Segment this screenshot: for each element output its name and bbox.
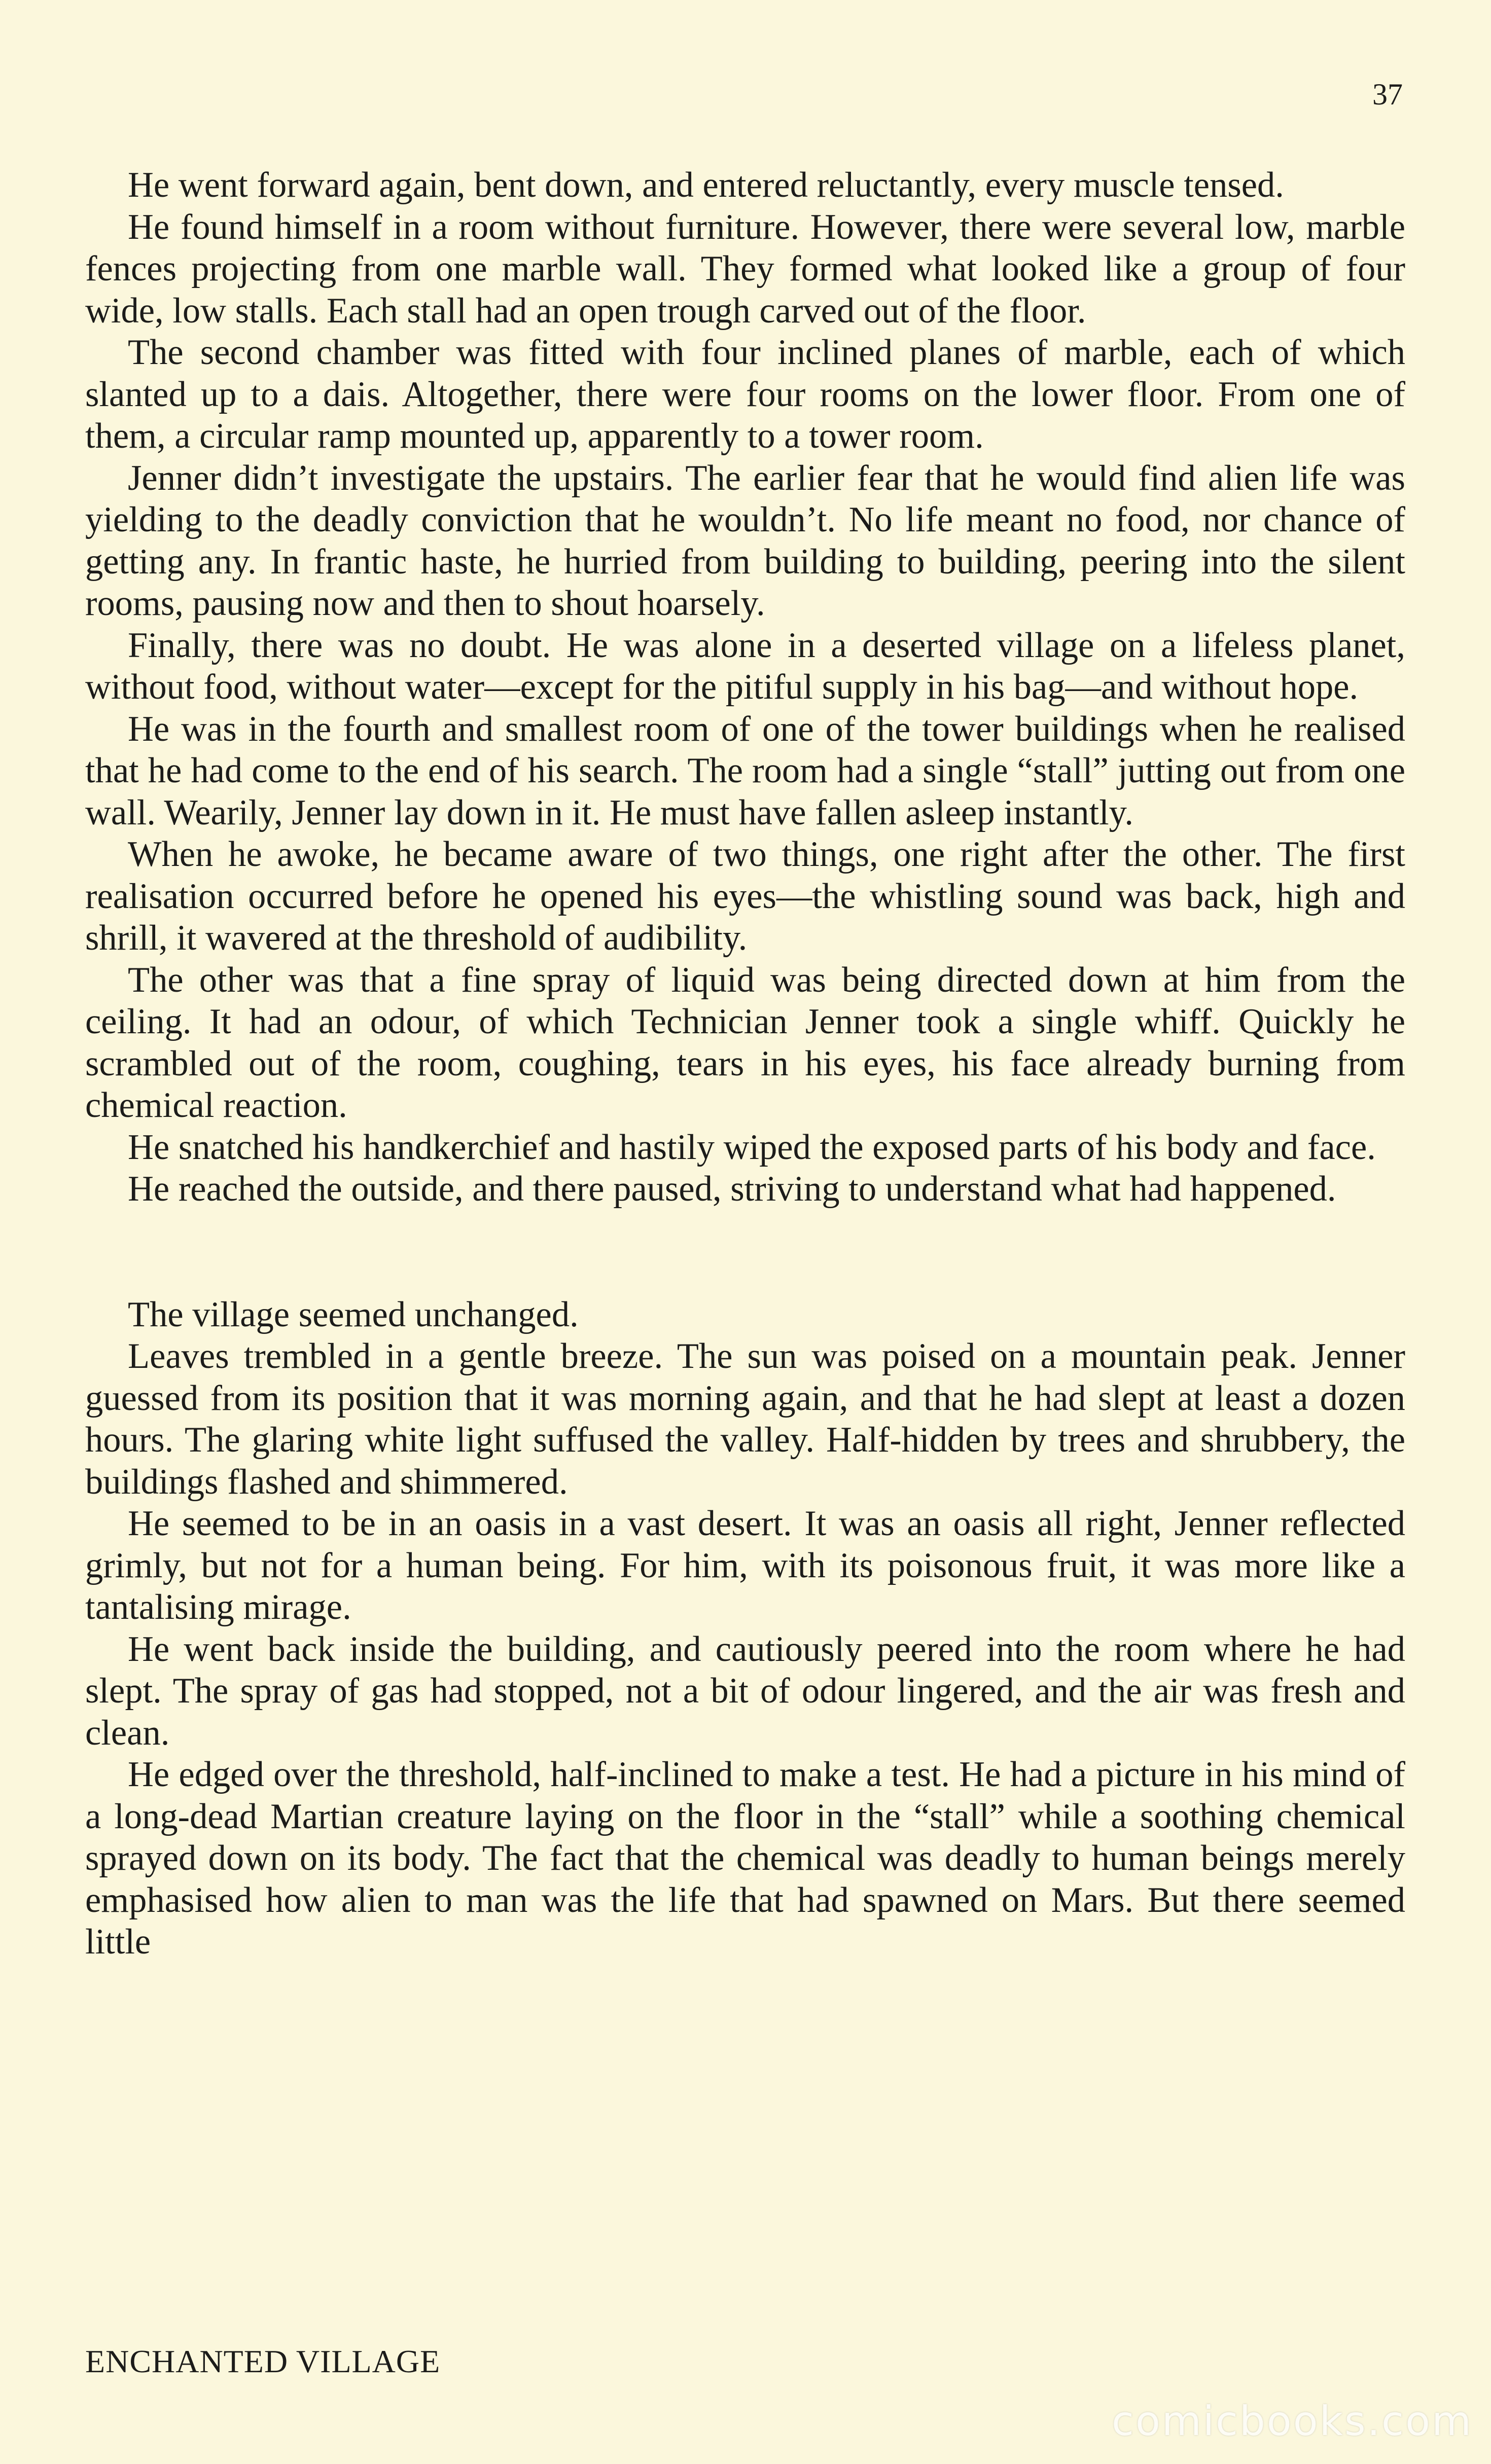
paragraph: When he awoke, he became aware of two things, one right after the other. The first realisation occurred before he opened his eyes—the whistling sound was back, high and shrill, it wavered at the threshold of audibility.: [85, 835, 1405, 958]
text-section-2: [85, 1294, 1405, 1963]
paragraph: He went back inside the building, and cautiously peered into the room where he had slept. The spray of gas had stopped, not a bit of odour lingered, and the air was fresh and clean.: [85, 1629, 1405, 1753]
page-number: 37: [1372, 78, 1403, 111]
paragraph: He snatched his handkerchief and hastily wiped the exposed parts of his body and face.: [128, 1127, 1376, 1167]
running-footer-title: ENCHANTED VILLAGE: [85, 2343, 441, 2379]
watermark: comicbooks.com: [1111, 2398, 1473, 2445]
paragraph: He reached the outside, and there paused, striving to understand what had happened.: [128, 1169, 1336, 1209]
paragraph: He seemed to be in an oasis in a vast desert. It was an oasis all right, Jenner reflected grimly, but not for a human being. For him, with its poisonous fruit, it was more like a tantalising mirage.: [85, 1504, 1405, 1627]
paragraph: Jenner didn’t investigate the upstairs. The earlier fear that he would find alien life was yielding to the deadly conviction that he wouldn’t. No life meant no food, nor chance of getting any. In frantic haste, he hurried from building to building, peering into the silent rooms, pausing now and then to shout hoarsely.: [85, 458, 1405, 623]
paragraph: He edged over the threshold, half-inclined to make a test. He had a picture in his mind of a long-dead Martian creature laying on the floor in the “stall” while a soothing chemical sprayed down on its body. The fact that the chemical was deadly to human beings merely emphasised how alien to man was the life that had spawned on Mars. But there seemed little: [85, 1755, 1405, 1962]
paragraph: The other was that a fine spray of liquid was being directed down at him from the ceiling. It had an odour, of which Technician Jenner took a single whiff. Quickly he scrambled out of the room, coughing, tears in his eyes, his face already burning from chemical reaction.: [85, 960, 1405, 1125]
paragraph: Finally, there was no doubt. He was alone in a deserted village on a lifeless planet, without food, without water—except for the pitiful supply in his bag—and without hope.: [85, 625, 1405, 707]
body-text: [85, 164, 1405, 1963]
paragraph: The second chamber was fitted with four inclined planes of marble, each of which slanted up to a dais. Altogether, there were four rooms on the lower floor. From one of them, a circular ramp mounted up, apparently to a tower room.: [85, 333, 1405, 456]
paragraph: He found himself in a room without furniture. However, there were several low, marble fences projecting from one marble wall. They formed what looked like a group of four wide, low stalls. Each stall had an open trough carved out of the floor.: [85, 207, 1405, 331]
paragraph: The village seemed unchanged.: [128, 1294, 579, 1334]
paragraph: Leaves trembled in a gentle breeze. The sun was poised on a mountain peak. Jenner guessed from its position that it was morning again, and that he had slept at least a dozen hours. The glaring white light suffused the valley. Half-hidden by trees and shrubbery, the buildings flashed and shimmered.: [85, 1336, 1405, 1502]
text-section-1: [85, 164, 1405, 1210]
paragraph: He went forward again, bent down, and entered reluctantly, every muscle tensed.: [128, 165, 1284, 205]
paragraph: He was in the fourth and smallest room of one of the tower buildings when he realised that he had come to the end of his search. The room had a single “stall” jutting out from one wall. Wearily, Jenner lay down in it. He must have fallen asleep instantly.: [85, 709, 1405, 832]
